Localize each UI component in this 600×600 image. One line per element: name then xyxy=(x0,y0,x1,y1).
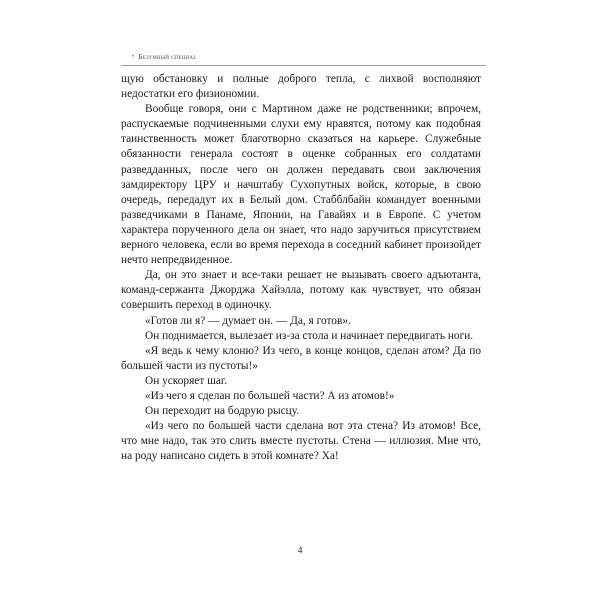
paragraph: «Из чего я сделан по большей части? А из атомов!» xyxy=(145,389,395,402)
paragraph: «Из чего по большей части сделана вот эта стена? Из атомов! Все, что мне надо, так это слить вместе пустоты. Стена — иллюзия. Мне что, на роду написано сидеть в этой комнате? Ха! xyxy=(121,420,481,463)
body-text-column xyxy=(121,72,481,464)
paragraph: «Я ведь к чему клоню? Из чего, в конце концов, сделан атом? Да по большей части из пустоты!» xyxy=(121,344,481,372)
page-number: 4 xyxy=(297,545,303,556)
running-header xyxy=(122,52,486,66)
paragraph: Да, он это знает и все-таки решает не вызывать своего адъютанта, команд-сержанта Джорджа Хайэлла, потому как чувствует, что обязан совершить переход в одиночку. xyxy=(121,269,481,312)
paragraph: Вообще говоря, они с Мартином даже не родственники; впрочем, распускаемые подчиненными слухи ему нравятся, потому как подобная таинственность может благотворно сказаться на карьере. Служебные обязанности генерала состоят в оценке собранных его солдатами разведданных, после чего он должен передавать свои заключения замдиректору ЦРУ и начштабу Сухопутных войск, которые, в свою очередь, передадут их в Белый дом. Стабблбайн командует военными разведчиками в Панаме, Японии, на Гавайях и в Европе. С учетом характера порученного дела он знает, что надо заручиться присутствием верного человека, если во время перехода в соседний кабинет произойдет нечто непредвиденное. xyxy=(121,103,481,267)
paragraph: Он поднимается, вылезает из-за стола и начинает передвигать ноги. xyxy=(145,329,474,342)
paragraph: Он ускоряет шаг. xyxy=(145,374,228,387)
paragraph: щую обстановку и полные доброго тепла, с лихвой восполняют недостатки его физиономии. xyxy=(121,73,481,101)
paragraph: «Готов ли я? — думает он. — Да, я готов». xyxy=(145,314,351,327)
bullet-icon: • xyxy=(132,54,135,60)
header-divider xyxy=(121,65,486,66)
paragraph: Он переходит на бодрую рысцу. xyxy=(145,405,300,418)
running-header-title: Безумный спецназ xyxy=(138,52,196,61)
